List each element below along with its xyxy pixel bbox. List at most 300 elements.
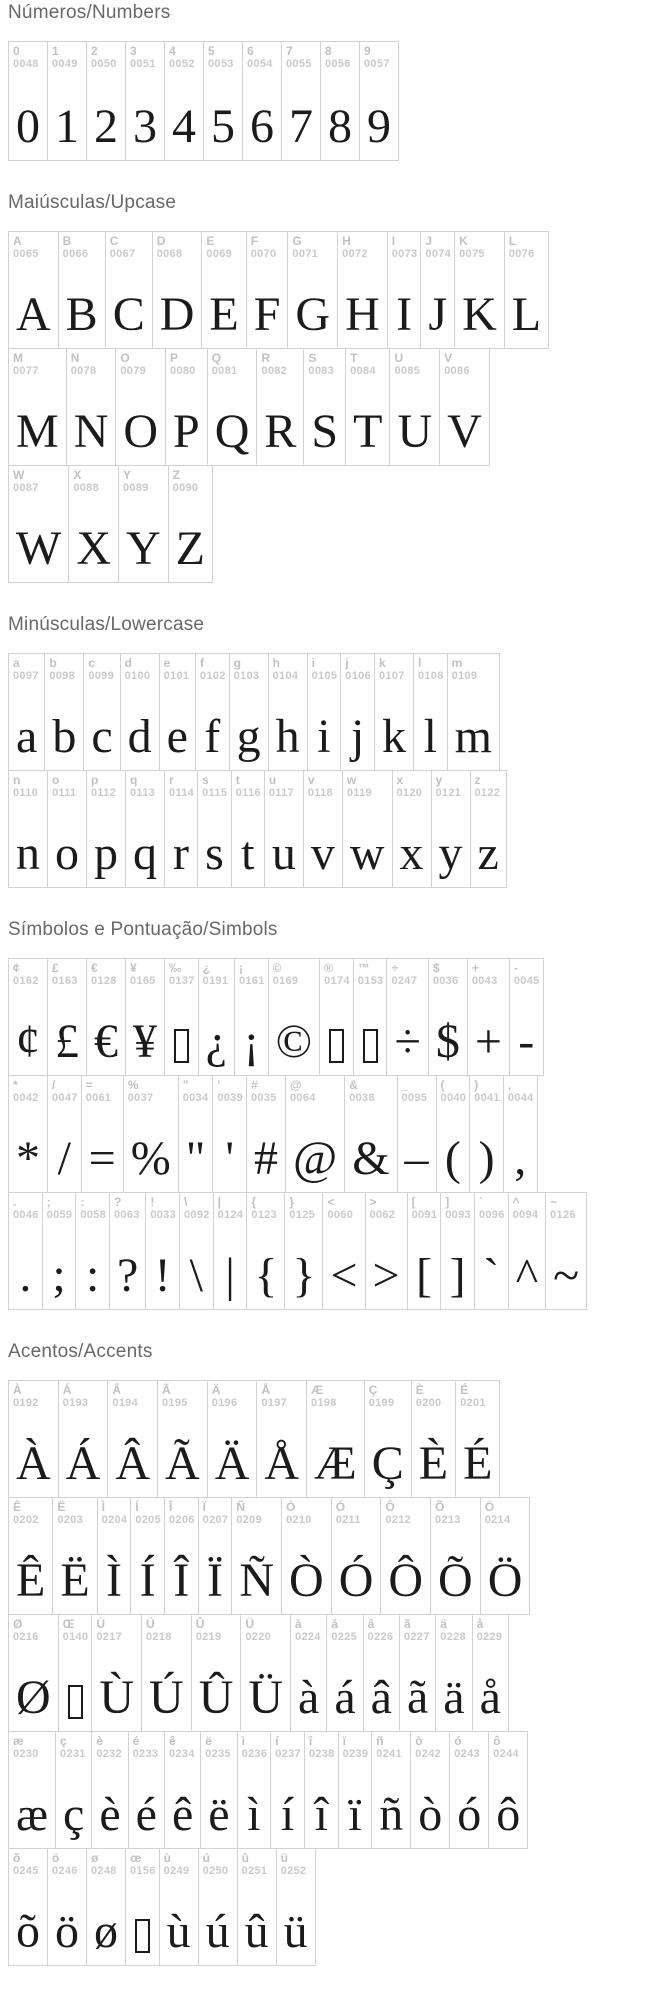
glyph-code: 0075	[459, 248, 485, 261]
glyph-cell	[47, 958, 87, 1076]
glyph-label: â	[367, 1617, 375, 1631]
glyph-preview: @	[293, 1132, 338, 1185]
glyph-cell	[58, 1380, 109, 1498]
glyph-preview: Ö	[487, 1554, 523, 1607]
glyph-row	[8, 1192, 661, 1310]
glyph-label: Z	[172, 468, 180, 482]
glyph-cell	[246, 1075, 286, 1193]
glyph-code: 0213	[435, 1514, 461, 1527]
section-title: Símbolos e Pontuação/Simbols	[8, 919, 278, 940]
glyph-label: n	[13, 773, 21, 787]
glyph-code: 0071	[292, 248, 319, 261]
glyph-code: 0033	[150, 1209, 176, 1222]
glyph-cell	[256, 348, 304, 466]
glyph-cell	[242, 41, 282, 161]
glyph-preview: ¡	[243, 1015, 260, 1068]
glyph-code: 0061	[85, 1092, 112, 1105]
glyph-code: 0060	[327, 1209, 354, 1222]
glyph-code: 0238	[308, 1748, 335, 1761]
glyph-preview: í	[280, 1788, 295, 1841]
section-numbers	[8, 2, 661, 161]
glyph-label: Ã	[162, 1383, 171, 1397]
glyph-cell-header	[131, 1498, 164, 1527]
glyph-label: 5	[208, 44, 215, 58]
glyph-preview: Ò	[289, 1554, 324, 1607]
glyph-code: 0247	[391, 975, 418, 988]
glyph-cell	[306, 1380, 365, 1498]
glyph-cell-header	[304, 349, 345, 378]
glyph-code: 0200	[415, 1397, 442, 1410]
glyph-cell-header	[421, 232, 454, 261]
glyph-code: 0078	[70, 365, 97, 378]
glyph-preview: \	[189, 1249, 203, 1302]
glyph-code: 0209	[236, 1514, 263, 1527]
glyph-cell-header	[475, 1193, 508, 1222]
glyph-preview: .	[19, 1249, 32, 1302]
glyph-preview: Ø	[16, 1671, 51, 1724]
glyph-cell-header	[119, 466, 168, 495]
glyph-cell-header	[360, 42, 398, 71]
glyph-preview: *	[16, 1132, 40, 1185]
glyph-label: .	[13, 1195, 17, 1209]
glyph-preview: s	[205, 827, 224, 880]
glyph-cell-header	[208, 1381, 257, 1410]
glyph-cell-header	[339, 1732, 372, 1761]
glyph-code: 0086	[444, 365, 470, 378]
glyph-cell-header	[165, 959, 198, 988]
glyph-cell	[178, 1075, 214, 1193]
glyph-cell-header	[45, 654, 83, 683]
glyph-label: 4	[169, 44, 176, 58]
glyph-cell-header	[92, 1732, 127, 1761]
glyph-cell	[240, 1614, 291, 1732]
glyph-cell-header	[165, 42, 203, 71]
glyph-cell	[159, 1848, 199, 1966]
glyph-cell-header	[400, 1615, 435, 1644]
glyph-cell-header	[489, 1732, 527, 1761]
glyph-code: 0234	[168, 1748, 195, 1761]
glyph-preview: A	[16, 288, 51, 341]
glyph-code: 0114	[169, 787, 195, 800]
glyph-cell-header	[320, 959, 353, 988]
glyph-code: 0115	[202, 787, 228, 800]
glyph-cell-header	[87, 771, 125, 800]
glyph-cell-header	[142, 1615, 191, 1644]
glyph-label: Î	[169, 1500, 173, 1514]
glyph-code: 0224	[295, 1631, 321, 1644]
missing-glyph-box-icon	[363, 1029, 378, 1063]
glyph-preview: '	[225, 1132, 234, 1185]
glyph-cell	[207, 348, 258, 466]
glyph-label: i	[311, 656, 315, 670]
glyph-label: "	[182, 1078, 189, 1092]
glyph-cell-header	[510, 959, 543, 988]
glyph-cell	[363, 1614, 400, 1732]
glyph-cell-header	[9, 349, 66, 378]
glyph-cell-header	[473, 1615, 508, 1644]
glyph-code: 0093	[445, 1209, 471, 1222]
glyph-label: ©	[272, 961, 282, 975]
glyph-cell-header	[92, 1615, 141, 1644]
glyph-cell	[164, 958, 199, 1076]
glyph-cell	[472, 1614, 509, 1732]
glyph-cell-header	[411, 1732, 449, 1761]
glyph-label: V	[444, 351, 453, 365]
glyph-label: d	[124, 656, 132, 670]
glyph-cell	[307, 653, 342, 771]
glyph-code: 0204	[101, 1514, 128, 1527]
glyph-cell-header	[196, 654, 229, 683]
glyph-cell	[8, 231, 59, 349]
glyph-label: R	[261, 351, 271, 365]
glyph-preview: &	[352, 1132, 390, 1185]
glyph-preview: 3	[133, 100, 157, 153]
glyph-preview: x	[399, 827, 424, 880]
glyph-label: Ê	[13, 1500, 22, 1514]
glyph-cell	[290, 1614, 327, 1732]
glyph-code: 0067	[109, 248, 136, 261]
glyph-row	[8, 465, 661, 583]
glyph-code: 0082	[261, 365, 288, 378]
glyph-cell-header	[69, 466, 118, 495]
glyph-label: '	[217, 1078, 221, 1092]
glyph-cell-header	[129, 1732, 164, 1761]
missing-glyph-box-icon	[68, 1685, 83, 1719]
glyph-cell	[411, 1380, 456, 1498]
glyph-row	[8, 1380, 661, 1498]
glyph-cell-header	[269, 959, 319, 988]
glyph-cell-header	[9, 466, 68, 495]
glyph-label: :	[80, 1195, 85, 1209]
glyph-row	[8, 1497, 661, 1615]
glyph-cell	[470, 770, 507, 888]
glyph-cell-header	[437, 1076, 470, 1105]
glyph-preview: ñ	[379, 1788, 404, 1841]
glyph-cell-header	[9, 654, 44, 683]
glyph-code: 0110	[13, 787, 39, 800]
glyph-label: Ò	[286, 1500, 296, 1514]
glyph-label: j	[345, 656, 349, 670]
glyph-preview: t	[241, 827, 255, 880]
section-title: Números/Numbers	[8, 2, 171, 23]
glyph-cell	[504, 231, 549, 349]
glyph-cell-header	[9, 1498, 52, 1527]
glyph-code: 0193	[62, 1397, 89, 1410]
glyph-cell-header	[110, 1193, 145, 1222]
glyph-cell	[86, 41, 126, 161]
glyph-code: 0211	[335, 1514, 361, 1527]
glyph-code: 0053	[208, 58, 234, 71]
glyph-label: ¡	[238, 961, 243, 975]
glyph-cell	[200, 1731, 237, 1849]
glyph-cell-header	[165, 1498, 198, 1527]
glyph-code: 0105	[311, 670, 338, 683]
glyph-cell	[8, 958, 48, 1076]
glyph-label: Ø	[13, 1617, 23, 1631]
glyph-code: 0108	[417, 670, 444, 683]
glyph-label: ú	[202, 1851, 211, 1865]
glyph-label: T	[350, 351, 358, 365]
glyph-label: ~	[550, 1195, 558, 1209]
glyph-cell	[145, 1192, 180, 1310]
glyph-label: Ï	[202, 1500, 207, 1514]
glyph-code: 0124	[217, 1209, 244, 1222]
glyph-cell-header	[448, 654, 499, 683]
glyph-label: /	[52, 1078, 56, 1092]
glyph-cell	[303, 770, 343, 888]
glyph-label: [	[411, 1195, 416, 1209]
glyph-cell	[231, 770, 265, 888]
glyph-cell	[164, 41, 204, 161]
glyph-preview: É	[463, 1437, 493, 1490]
glyph-label: í	[275, 1734, 279, 1748]
glyph-preview: ÷	[394, 1015, 421, 1068]
missing-glyph-box-icon	[135, 1919, 150, 1953]
glyph-label: L	[508, 234, 517, 248]
glyph-code: 0250	[202, 1865, 229, 1878]
glyph-cell-header	[126, 1849, 159, 1878]
glyph-preview: é	[135, 1788, 157, 1841]
glyph-label: p	[91, 773, 99, 787]
glyph-preview: ü	[283, 1905, 308, 1958]
glyph-preview: C	[112, 288, 145, 341]
glyph-code: 0125	[289, 1209, 316, 1222]
glyph-label: à	[295, 1617, 302, 1631]
glyph-preview: O	[123, 405, 159, 458]
glyph-label: Ô	[385, 1500, 395, 1514]
glyph-cell	[213, 1192, 248, 1310]
glyph-code: 0092	[184, 1209, 210, 1222]
glyph-code: 0245	[13, 1865, 39, 1878]
glyph-row	[8, 958, 661, 1076]
glyph-cell-header	[354, 959, 387, 988]
glyph-label: H	[342, 234, 351, 248]
glyph-preview: p	[94, 827, 118, 880]
glyph-label: £	[52, 961, 59, 975]
glyph-preview: Ô	[388, 1554, 424, 1607]
glyph-cell-header	[285, 1193, 322, 1222]
glyph-cell	[387, 231, 422, 349]
glyph-cell	[42, 1192, 77, 1310]
glyph-label: û	[241, 1851, 250, 1865]
glyph-cell-header	[390, 349, 439, 378]
glyph-label: Ç	[368, 1383, 378, 1397]
glyph-label: 3	[130, 44, 137, 58]
glyph-cell	[319, 958, 354, 1076]
glyph-cell	[164, 1731, 201, 1849]
glyph-cell	[237, 1848, 277, 1966]
glyph-preview: æ	[16, 1788, 49, 1841]
glyph-code: 0062	[369, 1209, 396, 1222]
glyph-cell-header	[121, 654, 159, 683]
glyph-code: 0102	[199, 670, 226, 683]
glyph-cell-header	[346, 349, 389, 378]
glyph-cell-header	[546, 1193, 586, 1222]
glyph-cell	[488, 1731, 528, 1849]
glyph-label: e	[163, 656, 171, 670]
glyph-preview: y	[438, 827, 463, 880]
glyph-code: 0140	[62, 1631, 89, 1644]
glyph-preview: À	[16, 1437, 51, 1490]
glyph-label: ã	[403, 1617, 411, 1631]
glyph-code: 0111	[52, 787, 77, 800]
glyph-cell	[141, 1614, 192, 1732]
glyph-code: 0074	[425, 248, 452, 261]
glyph-cell-header	[87, 1849, 125, 1878]
glyph-preview: k	[381, 710, 406, 763]
glyph-preview: B	[65, 288, 98, 341]
glyph-code: 0192	[13, 1397, 39, 1410]
glyph-code: 0035	[251, 1092, 277, 1105]
glyph-preview: 1	[55, 100, 79, 153]
glyph-preview: û	[244, 1905, 269, 1958]
glyph-cell	[449, 1731, 489, 1849]
glyph-cell-header	[48, 771, 86, 800]
glyph-cell	[371, 1731, 411, 1849]
glyph-code: 0116	[235, 787, 261, 800]
glyph-label: Œ	[62, 1617, 75, 1631]
glyph-cell	[47, 1848, 87, 1966]
glyph-preview: ê	[171, 1788, 194, 1841]
glyph-label: 7	[286, 44, 293, 58]
glyph-cell	[203, 41, 243, 161]
glyph-cell	[435, 1614, 472, 1732]
glyph-cell-header	[372, 1732, 410, 1761]
glyph-row	[8, 653, 661, 771]
glyph-cell	[58, 231, 106, 349]
glyph-label: ä	[440, 1617, 447, 1631]
glyph-code: 0065	[13, 248, 39, 261]
glyph-label: Õ	[435, 1500, 445, 1514]
glyph-label: W	[13, 468, 25, 482]
glyph-code: 0122	[474, 787, 501, 800]
glyph-code: 0036	[432, 975, 459, 988]
glyph-code: 0097	[13, 670, 39, 683]
glyph-cell-header	[153, 232, 202, 261]
glyph-cell-header	[509, 1193, 546, 1222]
glyph-label: q	[130, 773, 138, 787]
glyph-preview: ø	[94, 1905, 118, 1958]
glyph-cell-header	[282, 42, 320, 71]
glyph-label: J	[425, 234, 433, 248]
glyph-code: 0039	[217, 1092, 243, 1105]
glyph-label: w	[346, 773, 357, 787]
glyph-label: x	[396, 773, 404, 787]
glyph-label: I	[391, 234, 396, 248]
glyph-label: =	[85, 1078, 93, 1092]
glyph-code: 0243	[454, 1748, 480, 1761]
glyph-preview: Û	[198, 1671, 234, 1724]
glyph-label: (	[440, 1078, 445, 1092]
glyph-preview: £	[55, 1015, 79, 1068]
glyph-label: @	[290, 1078, 302, 1092]
glyph-preview: Á	[65, 1437, 101, 1490]
glyph-cell	[386, 958, 428, 1076]
glyph-cell-header	[9, 232, 58, 261]
glyph-cell-header	[48, 1076, 81, 1105]
glyph-preview: î	[314, 1788, 328, 1841]
glyph-cell-header	[230, 654, 268, 683]
glyph-cell	[81, 1075, 124, 1193]
glyph-preview: ô	[496, 1788, 521, 1841]
glyph-label: X	[73, 468, 82, 482]
glyph-cell-header	[202, 232, 245, 261]
glyph-preview: Í	[139, 1554, 156, 1607]
glyph-preview: Ì	[106, 1554, 122, 1607]
glyph-preview: v	[310, 827, 335, 880]
glyph-code: 0109	[451, 670, 478, 683]
glyph-cell-header	[208, 349, 257, 378]
glyph-cell	[340, 653, 375, 771]
glyph-code: 0056	[325, 58, 351, 71]
glyph-cell	[68, 465, 119, 583]
glyph-preview: (	[444, 1132, 461, 1185]
glyph-cell-header	[214, 1193, 247, 1222]
glyph-preview: e	[166, 710, 188, 763]
glyph-cell-header	[455, 232, 504, 261]
glyph-cell-header	[366, 1193, 407, 1222]
glyph-cell	[168, 465, 213, 583]
glyph-preview: Ó	[338, 1554, 374, 1607]
glyph-cell-header	[126, 42, 164, 71]
glyph-label: Ú	[146, 1617, 155, 1631]
glyph-cell	[428, 958, 468, 1076]
glyph-code: 0248	[91, 1865, 117, 1878]
glyph-code: 0249	[163, 1865, 190, 1878]
glyph-cell-header	[286, 1076, 344, 1105]
glyph-cell	[270, 1731, 305, 1849]
glyph-label: õ	[13, 1851, 21, 1865]
glyph-label: Å	[261, 1383, 271, 1397]
glyph-preview: D	[159, 288, 195, 341]
glyph-preview: =	[88, 1132, 116, 1185]
glyph-preview: h	[275, 710, 300, 763]
glyph-preview: m	[454, 710, 492, 763]
glyph-label: Ä	[211, 1383, 221, 1397]
glyph-cell	[365, 1192, 408, 1310]
glyph-label: æ	[13, 1734, 24, 1748]
glyph-preview: 4	[172, 100, 196, 153]
glyph-cell-header	[247, 1076, 285, 1105]
glyph-code: 0048	[13, 58, 39, 71]
glyph-cell	[326, 1614, 363, 1732]
glyph-cell	[55, 1731, 92, 1849]
glyph-preview: 7	[289, 100, 313, 153]
glyph-preview: d	[127, 710, 152, 763]
glyph-preview: g	[236, 710, 261, 763]
glyph-code: 0212	[385, 1514, 412, 1527]
glyph-cell-header	[9, 1076, 47, 1105]
glyph-preview: E	[209, 288, 239, 341]
glyph-code: 0236	[241, 1748, 268, 1761]
glyph-code: 0050	[91, 58, 117, 71]
glyph-cell-header	[241, 1615, 290, 1644]
character-map	[8, 2, 661, 1966]
glyph-row	[8, 41, 661, 161]
glyph-code: 0058	[80, 1209, 107, 1222]
glyph-label: Ó	[335, 1500, 346, 1514]
glyph-cell	[115, 348, 166, 466]
glyph-cell	[207, 1380, 258, 1498]
glyph-cell	[322, 1192, 365, 1310]
glyph-cell-header	[412, 1381, 455, 1410]
glyph-label: +	[471, 961, 479, 975]
glyph-row	[8, 770, 661, 888]
glyph-label: {	[251, 1195, 257, 1209]
glyph-preview: H	[345, 288, 380, 341]
glyph-label: ø	[91, 1851, 99, 1865]
glyph-preview: f	[204, 710, 221, 763]
